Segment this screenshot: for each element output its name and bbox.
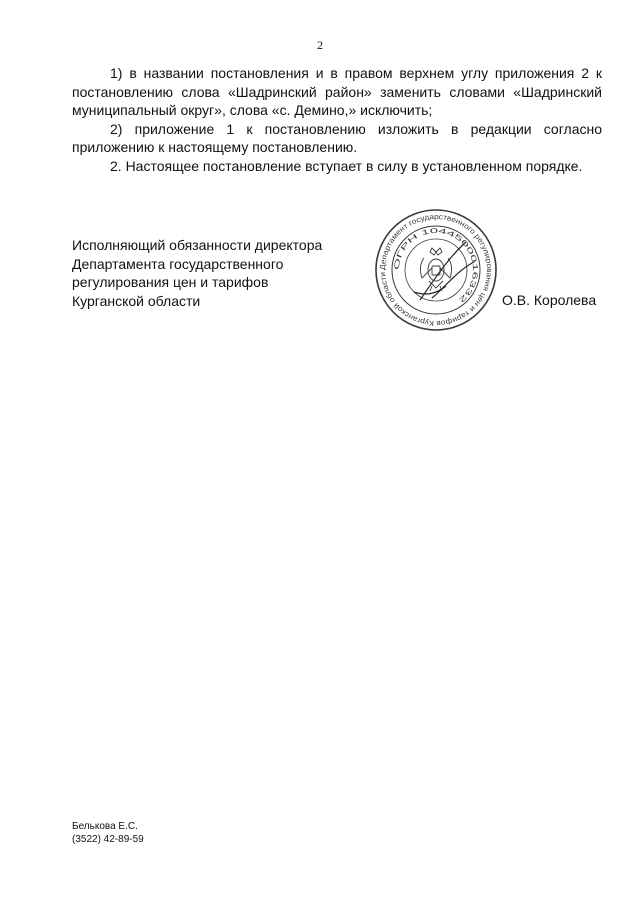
signatory-position: [72, 236, 372, 310]
signatory-position-line: Исполняющий обязанности директора: [72, 237, 323, 253]
signatory-name: О.В. Королева: [502, 292, 597, 308]
paragraph-effective-date: 2. Настоящее постановление вступает в силу в установленном порядке.: [110, 157, 583, 174]
signatory-position-line: регулирования цен и тарифов: [72, 274, 269, 291]
seal-inner-text: ОГРН 1044500016332: [393, 227, 479, 301]
page-number: 2: [317, 38, 323, 52]
seal-outer-text: Департамент государственного регулирования цен и тарифов Курганской области: [377, 211, 495, 329]
paragraph-appendix-amendment: 2) приложение 1 к постановлению изложить в редакции согласно приложению к настоящему постановлению.: [72, 120, 602, 156]
signatory-position-line: Курганской области: [72, 292, 201, 309]
document-body: [72, 64, 602, 176]
footer-contact: [72, 820, 144, 846]
author-phone: (3522) 42-89-59: [72, 834, 144, 845]
official-seal: [374, 208, 498, 332]
author-name: Белькова Е.С.: [72, 821, 138, 832]
official-seal-graphic: [374, 208, 498, 332]
paragraph-title-amendment: 1) в названии постановления и в правом верхнем углу приложения 2 к постановлению слова «Шадринский район» заменить словами «Шадринский муниципальный округ», слова «с. Демино,» исключить;: [72, 65, 602, 119]
signatory-position-line: Департамента государственного: [72, 255, 284, 272]
